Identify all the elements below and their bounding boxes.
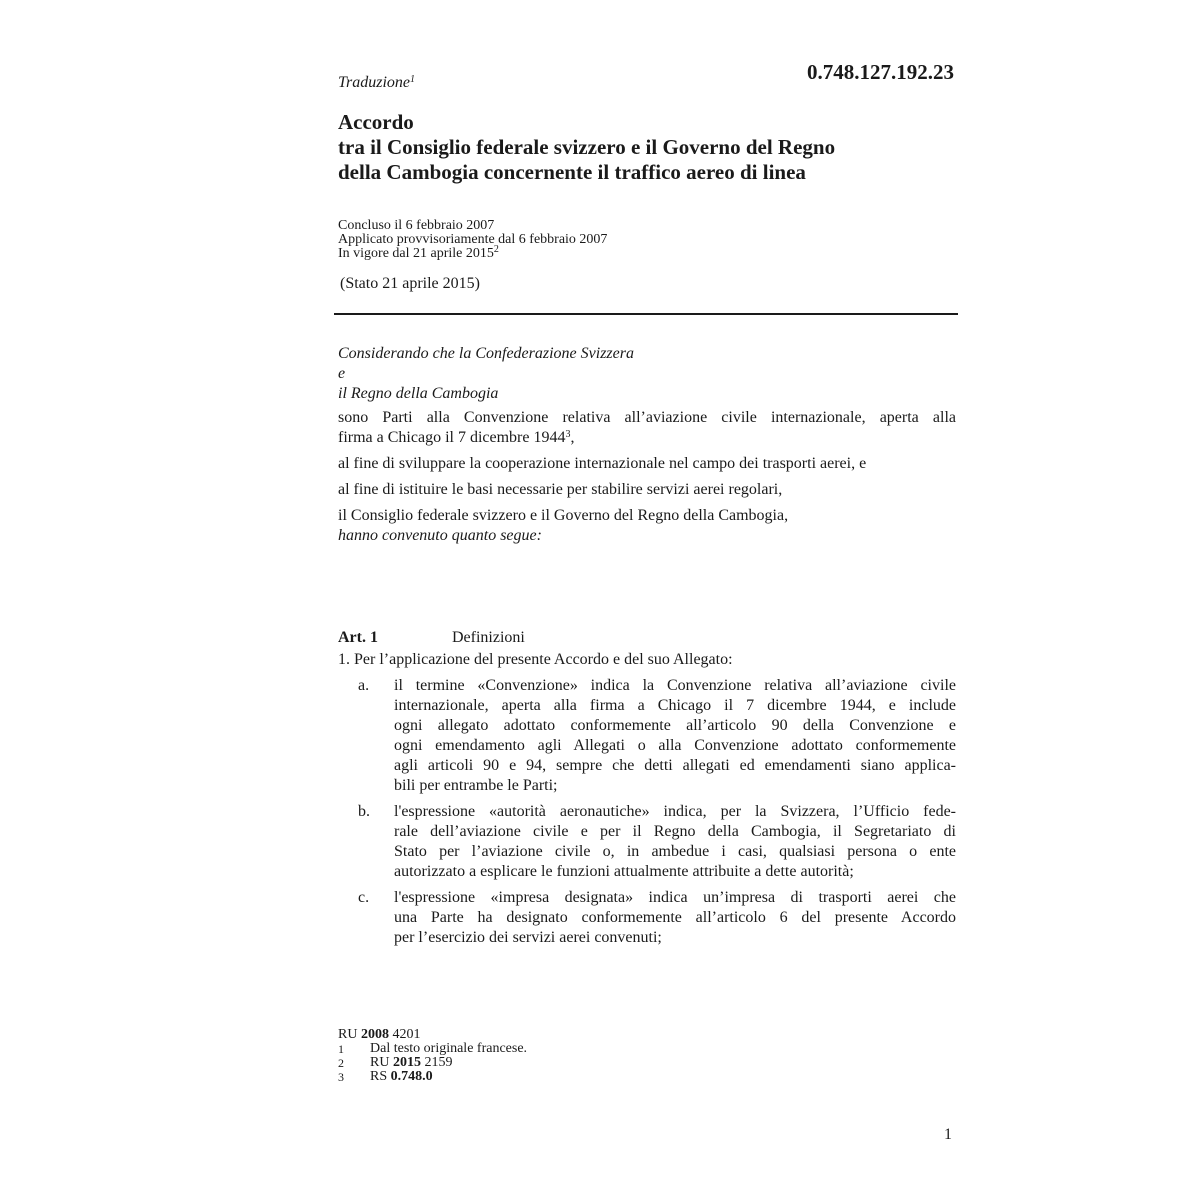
preamble-and: e <box>338 365 346 382</box>
translation-label: Traduzione$^1$ <box>338 74 416 91</box>
header-divider <box>334 313 958 315</box>
preamble-paragraph-4: il Consiglio federale svizzero e il Governo del Regno della Cambogia, <box>338 507 789 524</box>
article-1 <box>338 628 956 948</box>
preamble-considering-2: il Regno della Cambogia <box>338 385 499 402</box>
definition-item-a <box>338 676 956 796</box>
title-line-3: della Cambogia concernente il traffico aereo di linea <box>338 160 806 184</box>
preamble-paragraph-3: al fine di istituire le basi necessarie per stabilire servizi aerei regolari, <box>338 481 783 498</box>
preamble-considering-1: Considerando che la Confederazione Svizzera <box>338 345 634 362</box>
document-title <box>338 110 956 185</box>
footnote-3: 3 RS 0.748.0 <box>338 1069 433 1084</box>
status-date: (Stato 21 aprile 2015) <box>340 275 480 292</box>
preamble-paragraph-2: al fine di sviluppare la cooperazione internazionale nel campo dei trasporti aerei, e <box>338 455 867 472</box>
provisional-date: Applicato provvisoriamente dal 6 febbraio 2007 <box>338 232 608 247</box>
preamble-agreement: hanno convenuto quanto segue: <box>338 527 542 544</box>
concluded-date: Concluso il 6 febbraio 2007 <box>338 218 495 233</box>
footnote-ref-2[interactable]: 2 <box>493 244 499 255</box>
title-line-2: tra il Consiglio federale svizzero e il Governo del Regno <box>338 135 836 159</box>
footnote-2: 2 RU 2015 2159 <box>338 1055 453 1070</box>
definition-item-c <box>338 888 956 948</box>
document-page <box>338 0 956 1200</box>
item-letter: b. <box>358 803 370 820</box>
article-paragraph-1: 1. Per l’applicazione del presente Accordo e del suo Allegato: <box>338 651 733 668</box>
item-letter: c. <box>358 889 370 906</box>
item-text: l'espressione «autorità aeronautiche» indica, per la Svizzera, l’Ufficio fede- rale dell’aviazione civile e per il Regno della Cambogia, il Segretariato di Stato per l’aviazione civile o, in ambedue i casi, qualsiasi persona o ente autorizzato a esplicare le funzioni attualmente attribuite a dette autorità; <box>394 803 956 880</box>
title-line-1: Accordo <box>338 110 414 134</box>
footnotes <box>338 1028 956 1084</box>
page-number: 1 <box>944 1126 952 1143</box>
item-letter: a. <box>358 677 370 694</box>
official-collection-ref: RU 2008 4201 <box>338 1027 421 1042</box>
article-heading <box>338 628 956 648</box>
document-metadata <box>338 219 607 261</box>
preamble <box>338 344 956 546</box>
item-text: il termine «Convenzione» indica la Convenzione relativa all’aviazione civile internazionale, aperta alla firma a Chicago il 7 dicembre 1944, e include ogni allegato adottato conformemente all’articolo 90 della Convenzione e ogni emendamento agli Allegati o alla Convenzione adottato conformemente agli articoli 90 e 94, sempre che detti allegati ed emendamenti siano applica- bili per entrambe le Parti; <box>394 677 956 794</box>
article-title: Definizioni <box>452 629 525 646</box>
in-force-date: In vigore dal 21 aprile 2015$^2$ <box>338 244 499 261</box>
footnote-ref-1[interactable]: 1 <box>410 74 416 85</box>
article-number: Art. 1 <box>338 629 378 646</box>
footnote-1: 1 Dal testo originale francese. <box>338 1041 528 1056</box>
preamble-paragraph-1: sono Parti alla Convenzione relativa all’aviazione civile internazionale, aperta alla firma a Chicago il 7 dicembre 1944$^3$, <box>338 409 956 446</box>
definition-item-b <box>338 802 956 882</box>
sr-number: 0.748.127.192.23 <box>807 60 954 84</box>
footnote-ref-3[interactable]: 3 <box>565 429 571 440</box>
item-text: l'espressione «impresa designata» indica un’impresa di trasporti aerei che una Parte ha designato conformemente all’articolo 6 del presente Accordo per l’esercizio dei servizi aerei convenuti; <box>394 889 956 946</box>
